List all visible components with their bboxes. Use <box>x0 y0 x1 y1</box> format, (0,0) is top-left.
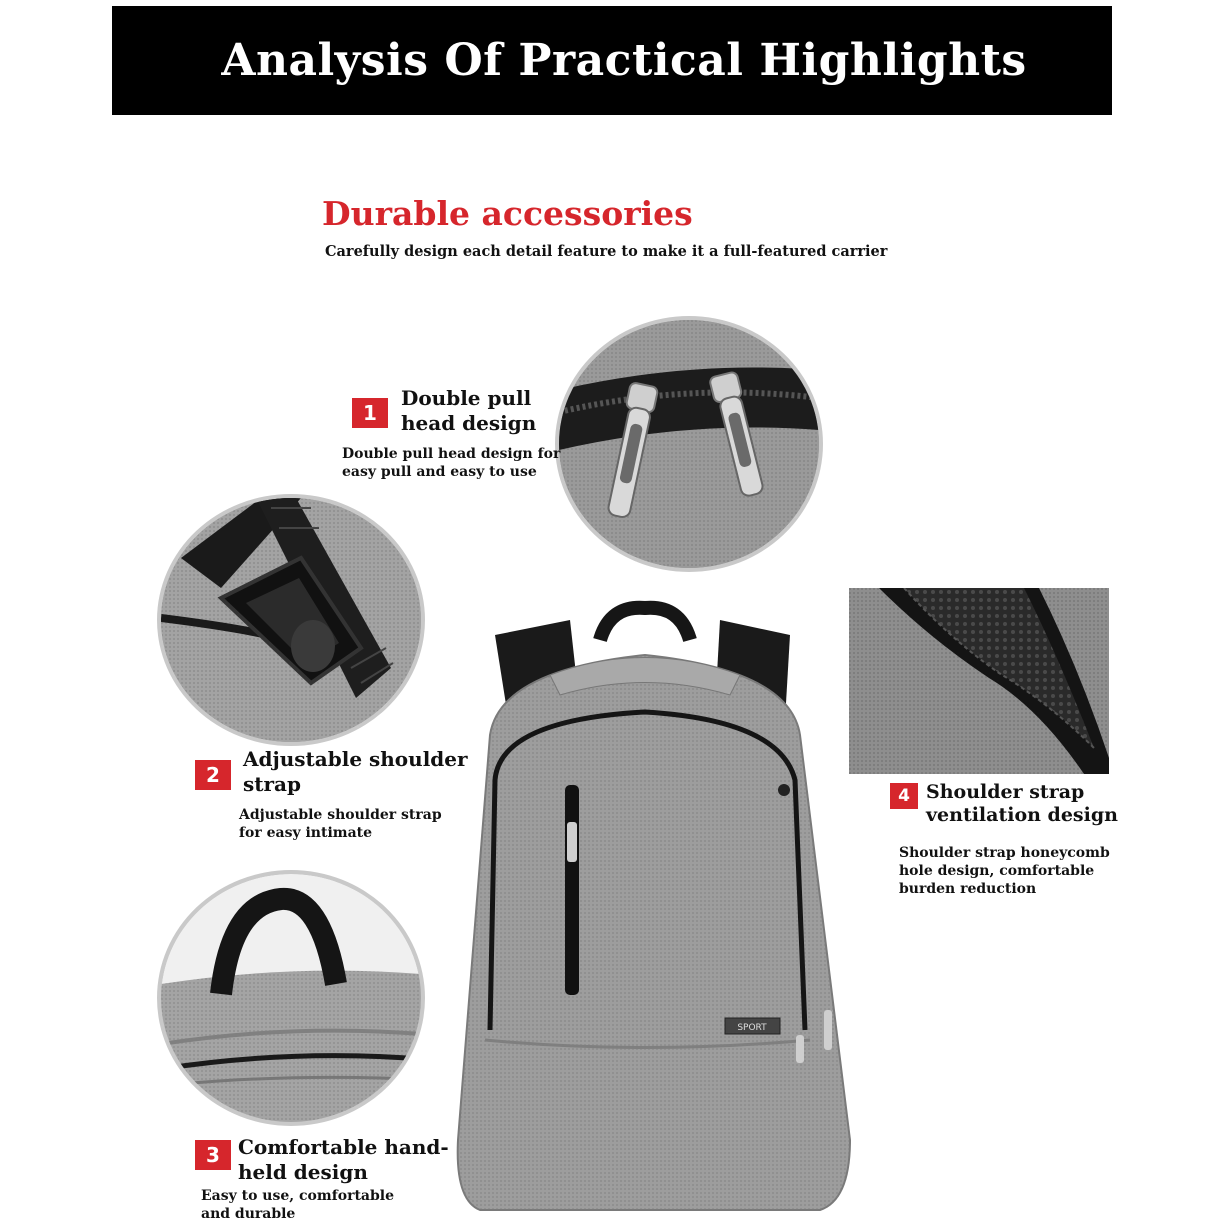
feature-3-description <box>201 1187 394 1223</box>
feature-1-description <box>342 445 560 481</box>
feature-4-title-line2: ventilation design <box>926 804 1118 826</box>
banner-title: Analysis Of Practical Highlights <box>221 35 1027 86</box>
feature-2-description <box>239 806 442 842</box>
header-banner <box>112 6 1112 115</box>
feature-1-number-badge: 1 <box>352 398 388 428</box>
feature-2-title-line2: strap <box>243 772 301 796</box>
feature-4-title-line1: Shoulder strap <box>926 781 1085 803</box>
backpack-brand-label: SPORT <box>737 1023 767 1033</box>
feature-1-title <box>401 386 536 436</box>
buckle-closeup-image <box>157 494 425 746</box>
section-heading: Durable accessories <box>322 194 693 233</box>
feature-2-title-line1: Adjustable shoulder <box>243 747 468 771</box>
feature-4-desc-line1: Shoulder strap honeycomb <box>899 845 1110 861</box>
feature-1-title-line1: Double pull <box>401 386 532 410</box>
feature-1-title-line2: head design <box>401 411 537 435</box>
feature-1-desc-line2: easy pull and easy to use <box>342 464 537 480</box>
feature-2-desc-line2: for easy intimate <box>239 825 373 841</box>
feature-2-desc-line1: Adjustable shoulder strap <box>239 807 442 823</box>
feature-3-title <box>238 1135 449 1185</box>
feature-4-desc-line3: burden reduction <box>899 881 1037 897</box>
section-subheading: Carefully design each detail feature to make it a full-featured carrier <box>325 243 888 260</box>
feature-3-title-line1: Comfortable hand- <box>238 1135 449 1159</box>
feature-3-number-badge: 3 <box>195 1140 231 1170</box>
feature-4-desc-line2: hole design, comfortable <box>899 863 1095 879</box>
backpack-product-image <box>440 600 870 1225</box>
feature-3-title-line2: held design <box>238 1160 368 1184</box>
feature-3-desc-line2: and durable <box>201 1206 296 1222</box>
zipper-closeup-image <box>555 316 823 572</box>
feature-3-desc-line1: Easy to use, comfortable <box>201 1188 394 1204</box>
feature-2-title <box>243 747 468 797</box>
handle-closeup-image <box>157 870 425 1126</box>
feature-4-description <box>899 844 1110 898</box>
feature-1-desc-line1: Double pull head design for <box>342 446 561 462</box>
feature-2-number-badge: 2 <box>195 760 231 790</box>
feature-4-title <box>926 781 1118 827</box>
strap-closeup-image <box>849 588 1109 774</box>
feature-4-number-badge: 4 <box>890 783 918 809</box>
